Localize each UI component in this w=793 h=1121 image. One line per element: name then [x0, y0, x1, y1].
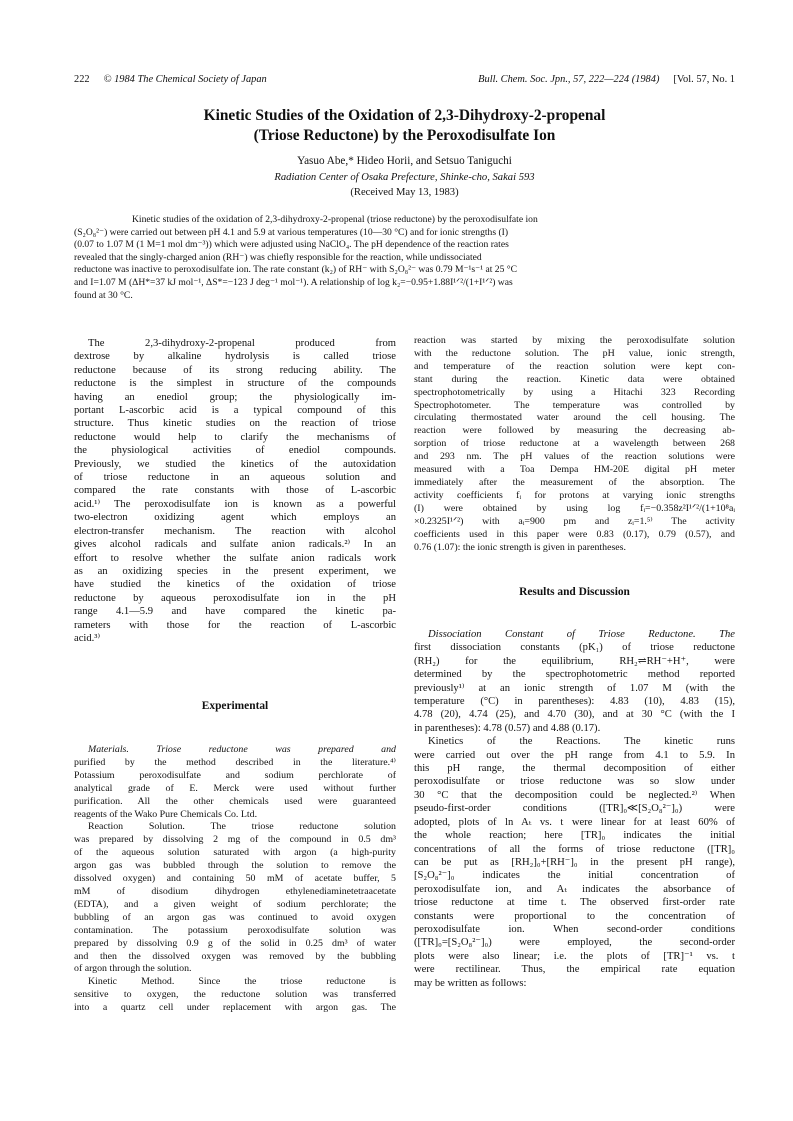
text-line: determined by the spectrophotometric method reported	[414, 669, 735, 681]
volume-number: [Vol. 57, No. 1	[673, 74, 735, 85]
text-line: range 4.1—5.9 and have compared the kinetic pa-	[74, 606, 396, 618]
running-header-right	[478, 73, 735, 87]
affiliation: Radiation Center of Osaka Prefecture, Shinke-cho, Sakai 593	[274, 172, 535, 183]
text-line: the physiological activities of enediol compounds.	[74, 445, 396, 457]
left-column-experimental	[74, 744, 396, 1015]
text-line: reaction was started by mixing the peroxodisulfate solution	[414, 335, 735, 346]
author-list: Yasuo Abe,* Hideo Horii, and Setsuo Taniguchi	[297, 155, 512, 167]
text-line: reductone because of its strong reducing ability. The	[74, 364, 396, 376]
text-line: and then the dissolved oxygen was removed by the bubbling	[74, 950, 396, 962]
text-line: reaction were followed by measuring the decreasing ab-	[414, 425, 735, 437]
text-line: reagents of the Wako Pure Chemicals Co. Ltd.	[74, 808, 258, 820]
text-line: (I) were obtained by using log fᵢ=−0.358z²I¹ᐟ²/(1+10⁸aᵢ	[414, 502, 735, 514]
title-line: (Triose Reductone) by the Peroxodisulfate Ion	[253, 127, 556, 144]
text-line: can be put as [RH₂]₀+[RH⁻]₀ in the present pH range),	[414, 856, 735, 868]
text-line: analytical grade of E. Merck were used without further	[74, 782, 396, 794]
text-line: 4.78 (20), 4.74 (25), and 4.70 (30), and at 30 °C (with the I	[414, 709, 735, 721]
text-line: (RH₂) for the equilibrium, RH₂⇌RH⁻+H⁺, were	[414, 655, 735, 667]
text-line: adopted, plots of ln Aₜ vs. t were linear for at least 60% of	[414, 816, 735, 828]
abstract-line: Kinetic studies of the oxidation of 2,3-dihydroxy-2-propenal (triose reductone) by the peroxodisulfate ion	[132, 214, 538, 225]
journal-citation: Bull. Chem. Soc. Jpn., 57, 222—224 (1984)	[478, 74, 660, 85]
text-line: ([TR]₀=[S₂O₈²⁻]₀) were employed, the second-order	[414, 937, 735, 949]
text-line: 30 °C that the decomposition could be neglected.²⁾ When	[414, 789, 735, 801]
text-line: the whole reaction; here [TR]₀ indicates the initial	[414, 830, 735, 842]
text-line: dextrose by alkaline hydrolysis is called triose	[74, 351, 396, 363]
text-line: Potassium peroxodisulfate and sodium perchlorate of	[74, 769, 396, 781]
text-line: previously¹⁾ at an ionic strength of 1.07 M (with the	[414, 682, 735, 694]
text-line: as an oxidizing species in the present experiment, we	[74, 565, 396, 577]
text-line: stant during the reaction. Kinetic data were obtained	[414, 373, 735, 385]
section-heading-experimental: Experimental	[201, 700, 269, 712]
abstract	[74, 214, 725, 302]
text-line: with the reductone solution. The pH value, ionic strength,	[414, 347, 735, 359]
text-line: Materials. Triose reductone was prepared and	[88, 744, 396, 755]
text-line: of argon through the solution.	[74, 963, 192, 975]
text-line: and temperature of the reaction solution were kept con-	[414, 360, 735, 372]
text-line: The 2,3-dihydroxy-2-propenal produced from	[88, 338, 396, 349]
left-column-introduction	[74, 337, 396, 645]
text-line: activity coefficients fᵢ for protons at varying ionic strengths	[414, 489, 735, 501]
text-line: prepared by dissolving 0.9 g of the solid in 0.25 dm³ of water	[74, 937, 396, 949]
text-line: sorption of triose reductone at a wavelength between 268	[414, 438, 735, 450]
text-line: reductone would help to clarify the mechanisms of	[74, 431, 396, 443]
text-line: triose reductone at time t. The observed first-order rate	[414, 897, 735, 909]
text-line: effort to resolve whether the sulfate anion radicals work	[74, 552, 396, 564]
text-line: measured with a Toa Dempa HM-20E digital pH meter	[414, 464, 735, 476]
text-line: plots were also linear; i.e. the plots of [TR]⁻¹ vs. t	[414, 950, 735, 962]
abstract-line: and I=1.07 M (ΔH*=37 kJ mol⁻¹, ΔS*=−123 J deg⁻¹ mol⁻¹). A relationship of log k₂=−0.95+1.88I¹ᐟ²/(1+I¹ᐟ²) was	[74, 276, 513, 288]
text-line: sensitive to oxygen, the reductone solution was transferred	[74, 989, 396, 1001]
text-line: peroxodisulfate ion, and Aₜ indicates the absorbance of	[414, 883, 735, 895]
text-line: (EDTA), and a given weight of sodium perchlorate; the	[74, 898, 396, 910]
abstract-line: (S₂O₈²⁻) were carried out between pH 4.1 and 5.9 at various temperatures (10—30 °C) and for ionic strengths (I)	[74, 226, 509, 238]
text-line: into a quartz cell under replacement with argon gas. The	[74, 1002, 396, 1014]
abstract-line: found at 30 °C.	[74, 289, 133, 301]
text-line: Previously, we studied the kinetics of the autoxidation	[74, 458, 396, 470]
text-line: and 293 nm. The pH values of the reaction solutions were	[414, 451, 735, 463]
text-line: Reaction Solution. The triose reductone solution	[88, 821, 396, 833]
text-line: have studied the kinetics of the oxidation of triose	[74, 579, 396, 591]
copyright-notice: © 1984 The Chemical Society of Japan	[103, 74, 267, 85]
text-line: rameters with those for the reaction of L-ascorbic	[74, 619, 396, 631]
text-line: dissolved oxygen) and containing 50 mM of acetate buffer, 5	[74, 873, 396, 885]
text-line: purified by the method described in the literature.⁴⁾	[74, 756, 396, 768]
text-line: bubbling of an argon gas was continued to avoid oxygen	[74, 911, 396, 923]
text-line: may be written as follows:	[414, 977, 527, 989]
title-line: Kinetic Studies of the Oxidation of 2,3-Dihydroxy-2-propenal	[203, 107, 606, 124]
text-line: 0.76 (1.07): the ionic strength is given in parentheses.	[414, 541, 626, 553]
text-line: two-electron oxidizing agent which employs an	[74, 512, 396, 524]
text-line: spectrophotometrically by using a Hitachi 323 Recording	[414, 386, 735, 398]
text-line: acid.¹⁾ The peroxodisulfate ion is known as a powerful	[74, 498, 396, 510]
right-column-methods	[414, 335, 735, 554]
text-line: gives alcohol radicals and sulfate anion radicals.²⁾ In an	[74, 539, 396, 551]
text-line: were rectilinear. Thus, the empirical rate equation	[414, 964, 735, 976]
text-line: [S₂O₈²⁻]₀ indicates the initial concentration of	[414, 870, 735, 882]
text-line: coefficients used in this paper were 0.83 (0.17), 0.79 (0.57), and	[414, 528, 735, 540]
text-line: of the aqueous solution saturated with argon (a high-purity	[74, 847, 396, 859]
text-line: purification. All the other chemicals used were guaranteed	[74, 795, 396, 807]
text-line: reductone is the simplest in structure of the compounds	[74, 378, 396, 390]
text-line: was prepared by dissolving 2 mg of the compound in 0.5 dm³	[74, 834, 396, 846]
text-line: peroxodisulfate ion. When second-order conditions	[414, 923, 735, 935]
text-line: immediately after the measurement of the absorption. The	[414, 476, 735, 488]
text-line: structure. Thus kinetic studies on the reaction of triose	[74, 418, 396, 430]
text-line: pseudo-first-order conditions ([TR]₀≪[S₂O₈²⁻]₀) were	[414, 803, 735, 815]
text-line: Kinetic Method. Since the triose reductone is	[88, 976, 396, 988]
article-title	[74, 106, 735, 146]
running-header-left	[74, 73, 267, 87]
right-column-results	[414, 628, 735, 990]
text-line: electron-transfer mechanism. The reaction with alcohol	[74, 525, 396, 537]
text-line: this pH range, the thermal decomposition of either	[414, 763, 735, 775]
text-line: Dissociation Constant of Triose Reductone. The	[428, 629, 735, 640]
text-line: concentrations of all the forms of triose reductone ([TR]₀	[414, 843, 735, 855]
text-line: of triose reductone in an aqueous solution and	[74, 472, 396, 484]
text-line: having an enediol group; the physiologically im-	[74, 391, 396, 403]
text-line: peroxodisulfate or triose reductone was so slow under	[414, 776, 735, 788]
text-line: compared the rate constants with those of L-ascorbic	[74, 485, 396, 497]
text-line: were carried out over the pH range from 4.1 to 5.9. In	[414, 749, 735, 761]
page-number: 222	[74, 74, 90, 85]
text-line: in parentheses): 4.78 (0.57) and 4.88 (0.17).	[414, 722, 601, 734]
text-line: Kinetics of the Reactions. The kinetic runs	[428, 736, 735, 748]
text-line: first dissociation constants (pK₁) of triose reductone	[414, 642, 735, 654]
text-line: constants were proportional to the concentration of	[414, 910, 735, 922]
text-line: Spectrophotometer. The temperature was controlled by	[414, 399, 735, 411]
received-date: (Received May 13, 1983)	[350, 187, 459, 198]
text-line: acid.³⁾	[74, 632, 101, 644]
text-line: contamination. The potassium peroxodisulfate solution was	[74, 924, 396, 936]
text-line: portant L-ascorbic acid is a typical compound of this	[74, 405, 396, 417]
section-heading-results: Results and Discussion	[519, 586, 630, 598]
text-line: argon gas was bubbled through the solution to remove the	[74, 860, 396, 872]
text-line: temperature (°C) in parentheses): 4.83 (10), 4.83 (15),	[414, 696, 735, 708]
text-line: circulating thermostated water around the cell housing. The	[414, 412, 735, 424]
text-line: ×0.2325I¹ᐟ²) with aᵢ=900 pm and zᵢ=1.⁵⁾ The activity	[414, 515, 735, 527]
abstract-line: (0.07 to 1.07 M (1 M=1 mol dm⁻³)) which were adjusted using NaClO₄. The pH dependence of the reaction rates	[74, 239, 509, 251]
text-line: reductone by aqueous peroxodisulfate ion in the pH	[74, 592, 396, 604]
text-line: mM of disodium dihydrogen ethylenediaminetetraacetate	[74, 885, 396, 897]
abstract-line: revealed that the singly-charged anion (RH⁻) was chiefly responsible for the reaction, while undissociated	[74, 251, 482, 263]
abstract-line: reductone was inactive to peroxodisulfate ion. The rate constant (k₂) of RH⁻ with S₂O₈²⁻ was 0.79 M⁻¹s⁻¹ at 25 °C	[74, 264, 518, 276]
